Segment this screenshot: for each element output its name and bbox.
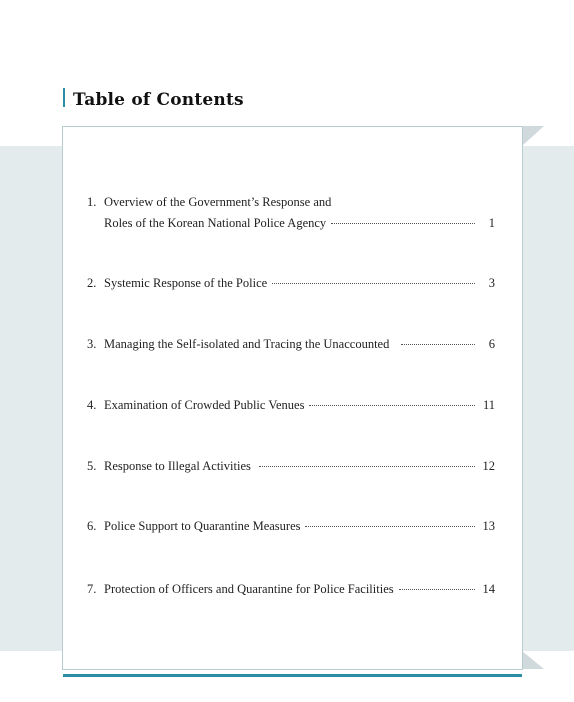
toc-entry-page: 14	[482, 582, 495, 596]
toc-entry-1[interactable]	[87, 192, 495, 234]
toc-entry-1-line2	[87, 213, 495, 234]
dot-leader	[399, 589, 475, 590]
toc-entry-2[interactable]	[87, 273, 495, 294]
toc-entry-number: 7.	[87, 582, 97, 596]
toc-entry-number: 2.	[87, 276, 97, 290]
toc-entry-7[interactable]	[87, 579, 495, 600]
dot-leader	[401, 344, 475, 345]
title-accent-bar	[63, 88, 65, 107]
toc-entry-4[interactable]	[87, 395, 495, 416]
toc-entry-number: 1.	[87, 195, 97, 209]
page-fold-bottom	[522, 651, 544, 669]
page-title: Table of Contents	[73, 90, 244, 110]
toc-entry-title: Overview of the Government’s Response and	[104, 195, 332, 209]
toc-entry-page: 12	[482, 459, 495, 473]
page-fold-top	[522, 126, 544, 146]
toc-entry-6[interactable]	[87, 516, 495, 537]
toc-entry-number: 4.	[87, 398, 97, 412]
toc-entry-number: 5.	[87, 459, 97, 473]
toc-entry-page: 3	[488, 276, 495, 290]
dot-leader	[305, 526, 475, 527]
toc-entry-1-line1	[87, 192, 495, 213]
toc-entry-page: 1	[488, 216, 495, 230]
toc-entry-title: Police Support to Quarantine Measures	[104, 519, 301, 533]
toc-entry-3[interactable]	[87, 334, 495, 355]
toc-entry-title: Response to Illegal Activities	[104, 459, 251, 473]
toc-entry-title: Protection of Officers and Quarantine for Police Facilities	[104, 582, 394, 596]
toc-entry-number: 3.	[87, 337, 97, 351]
toc-entry-5[interactable]	[87, 456, 495, 477]
toc-entry-page: 11	[482, 398, 495, 412]
dot-leader	[259, 466, 475, 467]
toc-entry-title: Examination of Crowded Public Venues	[104, 398, 305, 412]
toc-entry-title-cont: Roles of the Korean National Police Agency	[104, 216, 327, 230]
toc-entry-page: 6	[488, 337, 495, 351]
toc-entry-title: Systemic Response of the Police	[104, 276, 268, 290]
bottom-rule	[63, 674, 522, 677]
toc-entry-number: 6.	[87, 519, 97, 533]
toc-entry-title: Managing the Self-isolated and Tracing the Unaccounted	[104, 337, 390, 351]
dot-leader	[272, 283, 475, 284]
dot-leader	[309, 405, 475, 406]
dot-leader	[331, 223, 475, 224]
toc-entry-page: 13	[482, 519, 495, 533]
